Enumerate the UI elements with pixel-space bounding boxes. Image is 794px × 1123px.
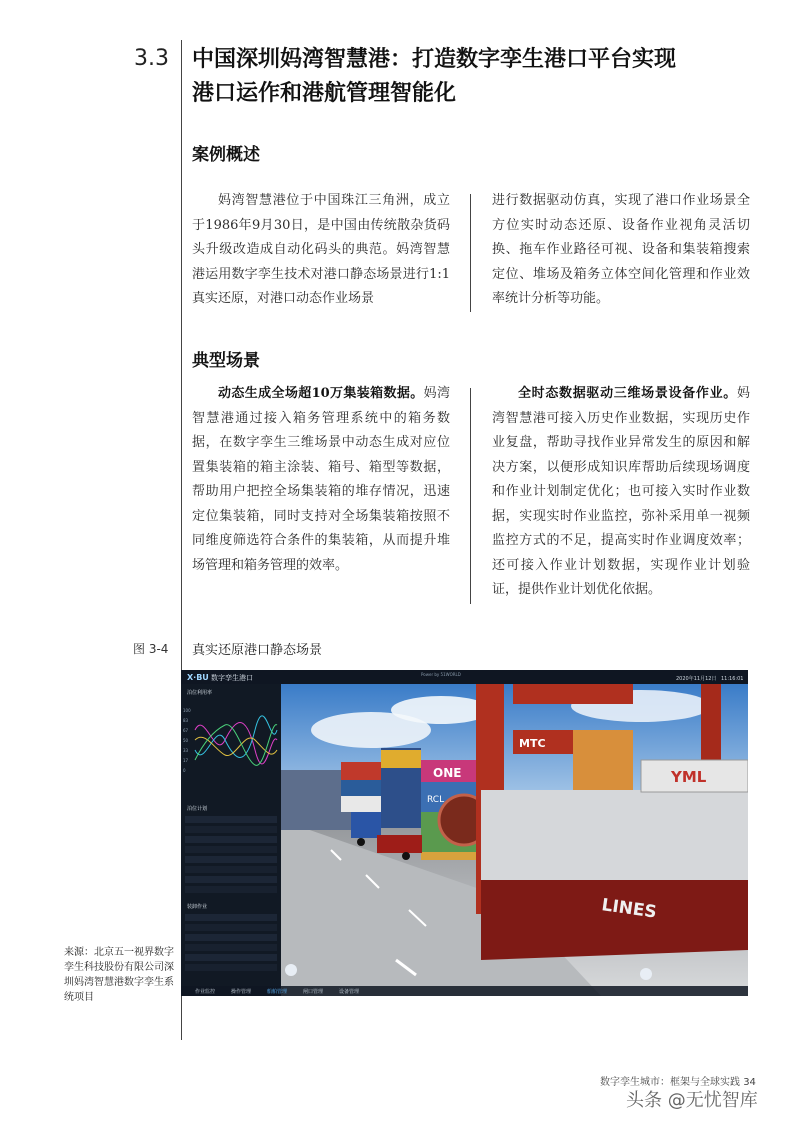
crane-leg-2 xyxy=(701,680,721,760)
table-row xyxy=(185,886,277,893)
y-tick: 0 xyxy=(183,768,186,773)
compass-icon[interactable] xyxy=(285,964,297,976)
brand-one: ONE xyxy=(433,766,462,780)
truck-cab xyxy=(351,812,381,838)
figure-source: 来源：北京五一视界数字孪生科技股份有限公司深圳妈湾智慧港数字孪生系统项目 xyxy=(64,947,174,1003)
panel1-title: 泊位利用率 xyxy=(187,690,213,696)
table-row xyxy=(185,836,277,843)
y-tick: 33 xyxy=(183,748,189,753)
powered-by: Power by 51WORLD xyxy=(421,672,461,677)
overview-col1-text: 妈湾智慧港位于中国珠江三角洲，成立于1986年9月30日，是中国由传统散杂货码头升级改造成自动化码头的典范。妈湾智慧港运用数字孪生技术对港口静态场景进行1:1真实还原，对港口动态作业场景 xyxy=(192,193,450,306)
column-divider-2 xyxy=(470,388,471,604)
top-bar xyxy=(181,670,748,684)
y-tick: 83 xyxy=(183,718,189,723)
table-row xyxy=(185,826,277,833)
figure-screenshot xyxy=(181,670,748,996)
column-divider xyxy=(470,194,471,312)
scenarios-col1 xyxy=(192,382,450,578)
section-title-line1: 中国深圳妈湾智慧港：打造数字孪生港口平台实现 xyxy=(192,46,677,72)
truck-wheel xyxy=(402,852,410,860)
overview-heading: 案例概述 xyxy=(192,145,260,165)
y-tick: 100 xyxy=(183,708,191,713)
brand-rcl: RCL xyxy=(427,795,445,805)
tab-5[interactable]: 设备管理 xyxy=(339,989,360,995)
container xyxy=(341,796,381,812)
figure-label: 图 3-4 xyxy=(133,642,169,656)
scenarios-heading: 典型场景 xyxy=(192,351,260,371)
container xyxy=(341,780,381,796)
app-title: 数字孪生港口 xyxy=(211,674,253,682)
container xyxy=(341,762,381,780)
tab-1[interactable]: 作业监控 xyxy=(195,989,216,995)
table-row xyxy=(185,954,277,961)
app-time: 11:16:01 xyxy=(721,676,744,682)
app-logo: X·BU xyxy=(187,673,209,682)
scenarios-col1-body: 妈湾智慧港通过接入箱务管理系统中的箱务数据，在数字孪生三维场景中动态生成对应位置集装箱的箱主涂装、箱号、箱型等数据，帮助用户把控全场集装箱的堆存情况，迅速定位集装箱，同时支持对全场集装箱按照不同维度筛选符合条件的集装箱，从而提升堆场管理和箱务管理的效率。 xyxy=(192,386,450,573)
y-tick: 67 xyxy=(183,728,189,733)
page-number: 34 xyxy=(743,1077,756,1088)
tab-3[interactable]: 船舶管理 xyxy=(267,989,288,995)
section-number: 3.3 xyxy=(134,46,169,71)
truck-wheel xyxy=(357,838,365,846)
watermark: 头条 @无忧智库 xyxy=(626,1090,758,1111)
overview-col2-text: 进行数据驱动仿真，实现了港口作业场景全方位实时动态还原、设备作业视角灵活切换、拖车作业路径可视、设备和集装箱搜索定位、堆场及箱务立体空间化管理和作业效率统计分析等功能。 xyxy=(492,193,750,306)
panel2-title: 泊位计划 xyxy=(187,806,208,812)
brand-lines: LINES xyxy=(600,895,658,923)
scenarios-col2-text xyxy=(492,382,750,603)
tab-4[interactable]: 闸口管理 xyxy=(303,989,324,995)
y-tick: 50 xyxy=(183,738,189,743)
scenarios-col1-bold: 动态生成全场超10万集装箱数据。 xyxy=(218,386,424,401)
settings-icon[interactable] xyxy=(640,968,652,980)
section-title-line2: 港口运作和港航管理智能化 xyxy=(192,80,457,106)
panel3-title: 装卸作业 xyxy=(187,904,208,910)
table-row xyxy=(185,964,277,971)
container xyxy=(381,750,421,768)
table-row xyxy=(185,914,277,921)
app-date: 2020年11月12日 xyxy=(676,676,717,682)
ship-deck-containers xyxy=(481,790,748,880)
brand-yml: YML xyxy=(671,768,707,786)
scenarios-col1-text xyxy=(192,382,450,578)
overview-col1 xyxy=(192,189,450,312)
scenarios-col2-body: 妈湾智慧港可接入历史作业数据，实现历史作业复盘，帮助寻找作业异常发生的原因和解决方案，以便形成知识库帮助后续现场调度和作业计划制定优化；也可接入实时作业数据，实现实时作业监控，弥补采用单一视频监控方式的不足，提高实时作业调度效率；还可接入作业计划数据，实现作业计划验证，提供作业计划优化依据。 xyxy=(492,386,750,597)
truck-trailer xyxy=(377,835,422,853)
scenarios-col2 xyxy=(492,382,750,603)
tab-2[interactable]: 操作管理 xyxy=(231,989,252,995)
brand-mtc: MTC xyxy=(519,737,546,750)
y-tick: 17 xyxy=(183,758,189,763)
footer-title: 数字孪生城市：框架与全球实践 xyxy=(600,1077,740,1088)
figure-caption: 真实还原港口静态场景 xyxy=(192,643,323,658)
table-row xyxy=(185,856,277,863)
table-row xyxy=(185,816,277,823)
table-row xyxy=(185,944,277,951)
port-scene xyxy=(181,670,748,996)
scenarios-col2-bold: 全时态数据驱动三维场景设备作业。 xyxy=(518,386,737,401)
table-row xyxy=(185,846,277,853)
table-row xyxy=(185,866,277,873)
table-row xyxy=(185,924,277,931)
overview-col2 xyxy=(492,189,750,312)
table-row xyxy=(185,934,277,941)
table-row xyxy=(185,876,277,883)
crane-boom xyxy=(513,684,633,704)
section-title xyxy=(192,42,762,110)
container-stack xyxy=(573,730,633,790)
